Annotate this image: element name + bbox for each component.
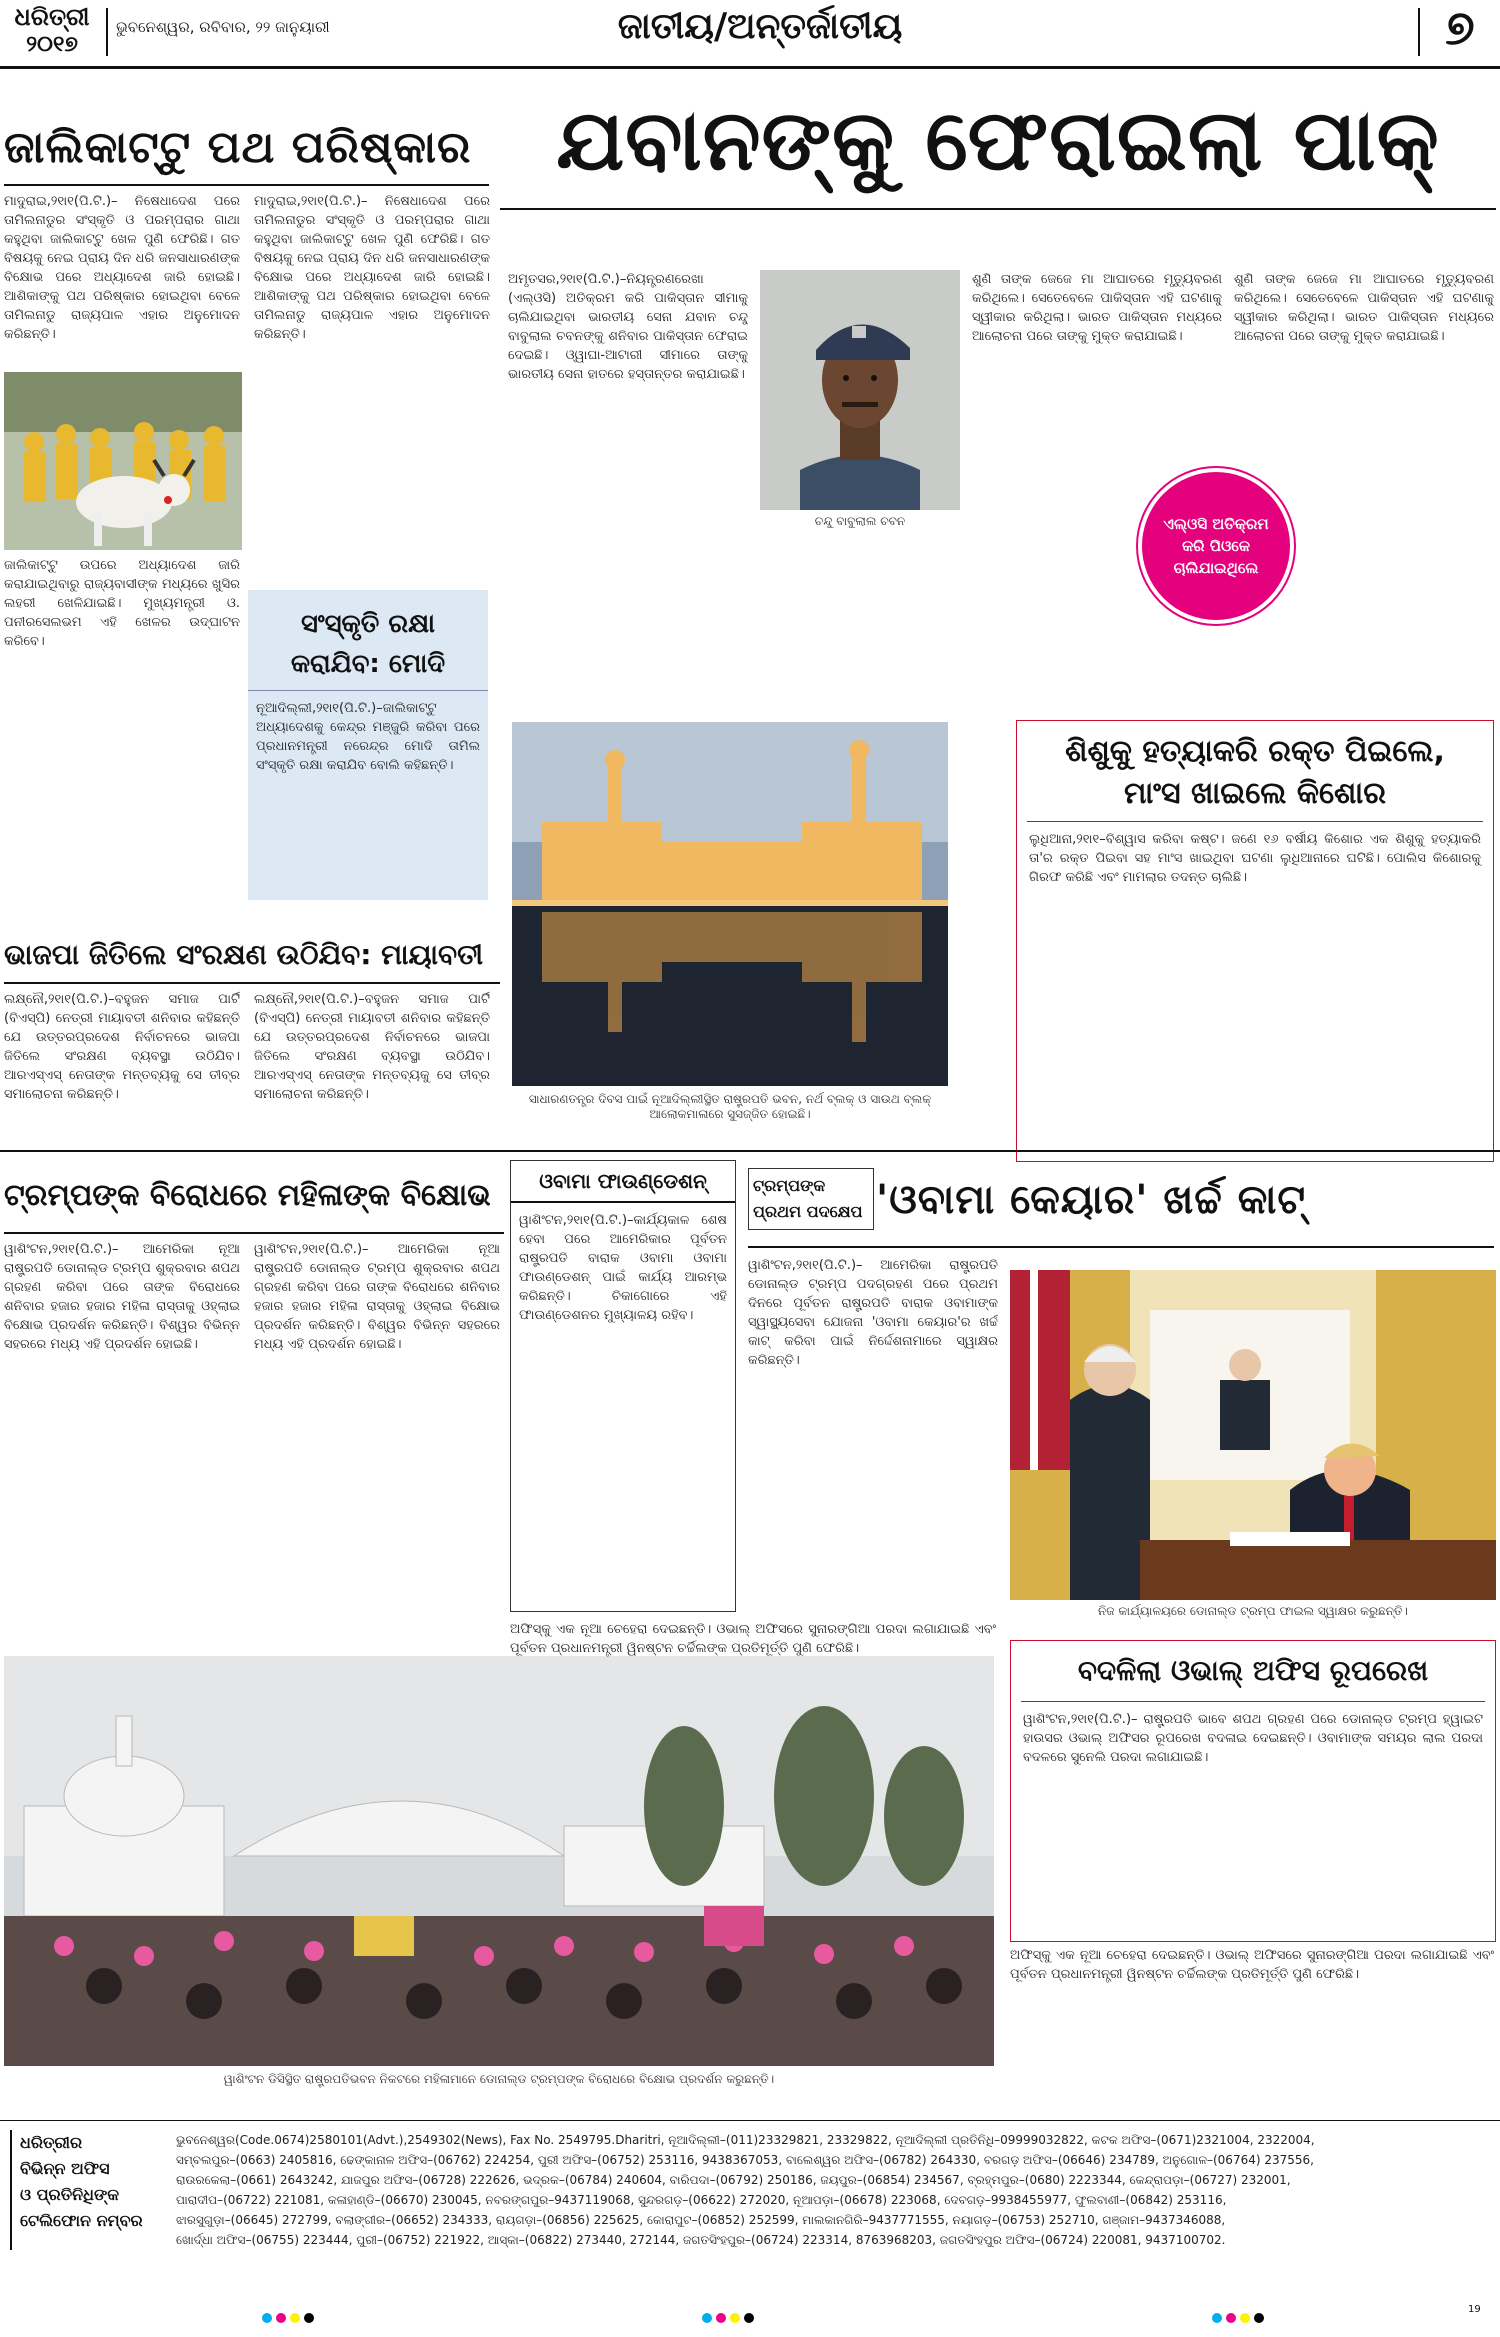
soldier-photo <box>760 270 960 510</box>
mayawati-headline-rule <box>4 982 500 984</box>
mayawati-body: ଲକ୍ଷ୍ନୌ,୨୧ା୧(ପି.ଟି.)–ବହୁଜନ ସମାଜ ପାର୍ଟି (ବିଏସ୍‌ପି) ନେତ୍ରୀ ମାୟାବତୀ ଶନିବାର କହିଛନ୍ତି ଯେ ଉତ୍ତରପ୍ରଦେଶ ନିର୍ବାଚନରେ ଭାଜପା ଜିତିଲେ ସଂରକ୍ଷଣ ବ୍ୟବସ୍ଥା ଉଠିଯିବ। ଆରଏସ୍‌ଏସ୍ ନେତାଙ୍କ ମନ୍ତବ୍ୟକୁ ସେ ତୀବ୍ର ସମାଲୋଚନା କରିଛନ୍ତି। <box>4 992 240 1102</box>
story1-headline-rule <box>4 184 489 186</box>
jallikattu-photo <box>4 372 242 550</box>
registration-dots-right <box>1210 2308 1266 2327</box>
cyan-dot <box>702 2313 712 2323</box>
story2-body: ଅମୃତସର,୨୧ା୧(ପି.ଟି.)–ନିୟନ୍ତ୍ରଣରେଖା (ଏଲ୍‌ଓସି) ଅତିକ୍ରମ କରି ପାକିସ୍ତାନ ସୀମାକୁ ଚାଲିଯାଇଥିବା ଭାରତୀୟ ସେନା ଯବାନ ଚନ୍ଦୁ ବାବୁଲାଲ ଚବନଙ୍କୁ ଶନିବାର ପାକିସ୍ତାନ ଫେରାଇ ଦେଇଛି। ଓ୍ୱାଘା-ଆଟାରୀ ସୀମାରେ ତାଙ୍କୁ ଭାରତୀୟ ସେନା ହାତରେ ହସ୍ତାନ୍ତର କରାଯାଇଛି। <box>508 272 748 382</box>
oval-office-box <box>1010 1640 1496 1942</box>
oval-office-extra-body: ଅଫିସ୍‌କୁ ଏକ ନୂଆ ଚେହେରା ଦେଇଛନ୍ତି। ଓଭାଲ୍ ଅଫିସରେ ସୁନାରଙ୍ଗିଆ ପରଦା ଲଗାଯାଇଛି ଏବଂ ପୂର୍ବତନ ପ୍ରଧାନମନ୍ତ୍ରୀ ୱିନଷ୍ଟନ ଚର୍ଚ୍ଚିଲଙ୍କ ପ୍ରତିମୂର୍ତ୍ତି ପୁଣି ଫେରିଛି। <box>1010 1948 1494 1982</box>
footer-label <box>10 2130 170 2250</box>
black-dot <box>304 2313 314 2323</box>
story1-body-col2: ମାଦୁରାଇ,୨୧ା୧(ପି.ଟି.)– ନିଷେଧାଦେଶ ପରେ ତାମିଲନାଡୁର ସଂସ୍କୃତି ଓ ପରମ୍ପରାର ଗାଥା କହୁଥିବା ଜାଲିକାଟ୍ଟୁ ଖେଳ ପୁଣି ଫେରିଛି। ଗତ ବିଷୟକୁ ନେଇ ପ୍ରାୟ ଦିନ ଧରି ଜନସାଧାରଣଙ୍କ ବିକ୍ଷୋଭ ପରେ ଅଧ୍ୟାଦେଶ ଜାରି ହୋଇଛି। ଆଶିକାଙ୍କୁ ପଥ ପରିଷ୍କାର ହୋଇଥିବା ବେଳେ ତାମିଲନାଡୁ ରାଜ୍ୟପାଳ ଏହାର ଅନୁମୋଦନ କରିଛନ୍ତି। <box>254 194 490 342</box>
footer-line-4: ପାରାଦୀପ–(06722) 221081, କଳାହାଣ୍ଡି–(06670) 230045, ନବରଙ୍ଗପୁର–9437119068, ସୁନ୍ଦରଗଡ଼–(06622) 272020, ନୂଆପଡ଼ା–(06678) 223068, ଦେବଗଡ଼–9938455977, ଫୁଲବାଣୀ–(06842) 253116, <box>176 2193 1227 2207</box>
story1-headline: ଜାଲିକାଟ୍ଟୁ ପଥ ପରିଷ୍କାର <box>4 122 472 173</box>
obamacare-headline: 'ଓବାମା କେୟାର' ଖର୍ଚ୍ଚ କାଟ୍‌ <box>876 1177 1307 1223</box>
mayawati-headline: ଭାଜପା ଜିତିଲେ ସଂରକ୍ଷଣ ଉଠିଯିବ: ମାୟାବତୀ <box>4 938 484 971</box>
crime-headline-2: ମାଂସ ଖାଇଲେ କିଶୋର <box>1027 773 1483 822</box>
protest-body: ୱାଶିଂଟନ,୨୧ା୧(ପି.ଟି.)– ଆମେରିକା ନୂଆ ରାଷ୍ଟ୍ରପତି ଡୋନାଲ୍ଡ ଟ୍ରମ୍ପ ଶୁକ୍ରବାର ଶପଥ ଗ୍ରହଣ କରିବା ପରେ ତାଙ୍କ ବିରୋଧରେ ଶନିବାର ହଜାର ହଜାର ମହିଳା ରାସ୍ତାକୁ ଓହ୍ଲାଇ ବିକ୍ଷୋଭ ପ୍ରଦର୍ଶନ କରିଛନ୍ତି। ବିଶ୍ୱର ବିଭିନ୍ନ ସହରରେ ମଧ୍ୟ ଏହି ପ୍ରଦର୍ଶନ ହୋଇଛି। <box>4 1242 240 1352</box>
protest-body-col2: ୱାଶିଂଟନ,୨୧ା୧(ପି.ଟି.)– ଆମେରିକା ନୂଆ ରାଷ୍ଟ୍ରପତି ଡୋନାଲ୍ଡ ଟ୍ରମ୍ପ ଶୁକ୍ରବାର ଶପଥ ଗ୍ରହଣ କରିବା ପରେ ତାଙ୍କ ବିରୋଧରେ ଶନିବାର ହଜାର ହଜାର ମହିଳା ରାସ୍ତାକୁ ଓହ୍ଲାଇ ବିକ୍ଷୋଭ ପ୍ରଦର୍ଶନ କରିଛନ୍ତି। ବିଶ୍ୱର ବିଭିନ୍ନ ସହରରେ ମଧ୍ୟ ଏହି ପ୍ରଦର୍ଶନ ହୋଇଛି। <box>254 1242 500 1352</box>
dateline: ଭୁବନେଶ୍ୱର, ରବିବାର, ୨୨ ଜାନୁୟାରୀ <box>116 18 330 36</box>
story2-headline-rule <box>500 208 1496 210</box>
yellow-dot <box>1240 2313 1250 2323</box>
loc-callout <box>1138 468 1294 624</box>
obamacare-body-col2: ଅଫିସ୍‌କୁ ଏକ ନୂଆ ଚେହେରା ଦେଇଛନ୍ତି। ଓଭାଲ୍ ଅଫିସରେ ସୁନାରଙ୍ଗିଆ ପରଦା ଲଗାଯାଇଛି ଏବଂ ପୂର୍ବତନ ପ୍ରଧାନମନ୍ତ୍ରୀ ୱିନଷ୍ଟନ ଚର୍ଚ୍ଚିଲଙ୍କ ପ୍ରତିମୂର୍ତ୍ତି ପୁଣି ଫେରିଛି। <box>510 1622 996 1656</box>
crime-headline-1: ଶିଶୁକୁ ହତ୍ୟାକରି ରକ୍ତ ପିଇଲେ, <box>1065 734 1445 769</box>
black-dot <box>744 2313 754 2323</box>
obamacare-body: ୱାଶିଂଟନ,୨୧ା୧(ପି.ଟି.)– ଆମେରିକା ରାଷ୍ଟ୍ରପତି ଡୋନାଲ୍ଡ ଟ୍ରମ୍ପ ପଦଗ୍ରହଣ ପରେ ପ୍ରଥମ ଦିନରେ ପୂର୍ବତନ ରାଷ୍ଟ୍ରପତି ବାରାକ ଓବାମାଙ୍କ ସ୍ୱାସ୍ଥ୍ୟସେବା ଯୋଜନା 'ଓବାମା କେୟାର'ର ଖର୍ଚ୍ଚ କାଟ୍ କରିବା ପାଇଁ ନିର୍ଦ୍ଦେଶନାମାରେ ସ୍ୱାକ୍ଷର କରିଛନ୍ତି। <box>748 1258 998 1368</box>
footer-label-4: ଟେଲିଫୋନ ନମ୍ବର <box>20 2211 143 2230</box>
rashtrapati-bhavan-caption: ସାଧାରଣତନ୍ତ୍ର ଦିବସ ପାଇଁ ନୂଆଦିଲ୍ଲୀସ୍ଥିତ ରାଷ୍ଟ୍ରପତି ଭବନ, ନର୍ଥ ବ୍ଲକ୍ ଓ ସାଉଥ ବ୍ଲକ୍ ଆଲୋକମାଳାରେ ସୁସଜ୍ଜିତ ହୋଇଛି। <box>528 1092 932 1121</box>
protest-headline: ଟ୍ରମ୍ପଙ୍କ ବିରୋଧରେ ମହିଳାଙ୍କ ବିକ୍ଷୋଭ <box>4 1178 491 1213</box>
obamacare-headline-rule <box>748 1246 1494 1248</box>
oval-office-headline: ବଦଳିଲା ଓଭାଲ୍ ଅଫିସ ରୂପରେଖ <box>1021 1641 1485 1702</box>
print-bar <box>0 2300 1500 2330</box>
registration-dots-left <box>260 2308 316 2327</box>
brand-name: ଧରିତ୍ରୀ <box>14 3 90 31</box>
protest-headline-rule <box>4 1232 504 1234</box>
loc-callout-text: ଏଲ୍‌ଓସି ଅତିକ୍ରମ କରି ପିଓକେ ଚାଲିଯାଇଥିଲେ <box>1163 515 1269 577</box>
page-number: ୭ <box>1445 0 1475 56</box>
yellow-dot <box>290 2313 300 2323</box>
trump-signing-photo <box>1010 1270 1496 1600</box>
obamacare-kicker: ଟ୍ରମ୍ପଙ୍କ ପ୍ରଥମ ପଦକ୍ଷେପ <box>748 1168 874 1230</box>
modi-body: ନୂଆଦିଲ୍ଲୀ,୨୧ା୧(ପି.ଟି.)–ଜାଲିକାଟ୍ଟୁ ଅଧ୍ୟାଦେଶକୁ କେନ୍ଦ୍ର ମଞ୍ଜୁରି କରିବା ପରେ ପ୍ରଧାନମନ୍ତ୍ରୀ ନରେନ୍ଦ୍ର ମୋଦି ତାମିଲ ସଂସ୍କୃତି ରକ୍ଷା କରାଯିବ ବୋଲି କହିଛନ୍ତି। <box>256 701 480 773</box>
modi-box <box>248 590 488 900</box>
obama-foundation-headline: ଓବାମା ଫାଉଣ୍ଡେଶନ୍ <box>511 1161 735 1203</box>
section-divider <box>0 1150 1500 1152</box>
story1-left-body: ଜାଲିକାଟ୍ଟୁ ଉପରେ ଅଧ୍ୟାଦେଶ ଜାରି କରାଯାଇଥିବାରୁ ରାଜ୍ୟବାସୀଙ୍କ ମଧ୍ୟରେ ଖୁସିର ଲହରୀ ଖେଳିଯାଇଛି। ମୁଖ୍ୟମନ୍ତ୍ରୀ ଓ. ପନୀରସେଲଭମ ଏହି ଖେଳର ଉଦ୍‌ଘାଟନ କରିବେ। <box>4 558 240 649</box>
footer-directory <box>176 2130 1492 2254</box>
story2-body-col3: ଶୁଣି ତାଙ୍କ ଜେଜେ ମା ଆଘାତରେ ମୃତ୍ୟୁବରଣ କରିଥିଲେ। ସେତେବେଳେ ପାକିସ୍ତାନ ଏହି ଘଟଣାକୁ ସ୍ୱୀକାର କରିଥିଲା। ଭାରତ ପାକିସ୍ତାନ ମଧ୍ୟରେ ଆଲୋଚନା ପରେ ତାଙ୍କୁ ମୁକ୍ତ କରାଯାଇଛି। <box>1234 272 1494 344</box>
crime-box <box>1016 720 1494 1162</box>
rashtrapati-bhavan-photo <box>512 722 948 1086</box>
story2-body-col2: ଶୁଣି ତାଙ୍କ ଜେଜେ ମା ଆଘାତରେ ମୃତ୍ୟୁବରଣ କରିଥିଲେ। ସେତେବେଳେ ପାକିସ୍ତାନ ଏହି ଘଟଣାକୁ ସ୍ୱୀକାର କରିଥିଲା। ଭାରତ ପାକିସ୍ତାନ ମଧ୍ୟରେ ଆଲୋଚନା ପରେ ତାଙ୍କୁ ମୁକ୍ତ କରାଯାଇଛି। <box>972 272 1222 344</box>
footer-label-3: ଓ ପ୍ରତିନିଧିଙ୍କ <box>20 2185 120 2204</box>
modi-headline: ସଂସ୍କୃତି ରକ୍ଷା କରାଯିବ: ମୋଦି <box>248 590 488 691</box>
trump-signing-caption: ନିଜ କାର୍ଯ୍ୟାଳୟରେ ଡୋନାଲ୍ଡ ଟ୍ରମ୍ପ ଫାଇଲ ସ୍ୱାକ୍ଷର କରୁଛନ୍ତି। <box>1098 1604 1408 1618</box>
footer-label-1: ଧରିତ୍ରୀର <box>20 2133 83 2152</box>
footer-line-2: ସମ୍ବଲପୁର–(0663) 2405816, ଢେଙ୍କାନାଳ ଅଫିସ–(06762) 224254, ପୁରୀ ଅଫିସ–(06752) 253116, 9438367053, ବାଲେଶ୍ୱର ଅଫିସ–(06782) 264330, ବରଗଡ଼ ଅଫିସ–(06646) 234789, ଅନୁଗୋଳ–(06764) 237556, <box>176 2153 1314 2167</box>
obama-foundation-body: ୱାଶିଂଟନ,୨୧ା୧(ପି.ଟି.)–କାର୍ଯ୍ୟକାଳ ଶେଷ ହେବା ପରେ ଆମେରିକାର ପୂର୍ବତନ ରାଷ୍ଟ୍ରପତି ବାରାକ ଓବାମା ଓବାମା ଫାଉଣ୍ଡେଶନ୍ ପାଇଁ କାର୍ଯ୍ୟ ଆରମ୍ଭ କରିଛନ୍ତି। ଚିକାଗୋରେ ଏହି ଫାଉଣ୍ଡେଶନର ମୁଖ୍ୟାଳୟ ରହିବ। <box>519 1213 727 1323</box>
crime-body: ଲୁଧିଆନା,୨୧ା୧–ବିଶ୍ୱାସ କରିବା କଷ୍ଟ। ଜଣେ ୧୬ ବର୍ଷୀୟ କିଶୋର ଏକ ଶିଶୁକୁ ହତ୍ୟାକରି ତା'ର ରକ୍ତ ପିଇବା ସହ ମାଂସ ଖାଇଥିବା ଘଟଣା ଲୁଧିଆନାରେ ଘଟିଛି। ପୋଲିସ କିଶୋରକୁ ଗିରଫ କରିଛି ଏବଂ ମାମଲାର ତଦନ୍ତ ଚାଲିଛି। <box>1029 832 1481 885</box>
footer-line-6: ଖୋର୍ଦ୍ଧା ଅଫିସ–(06755) 223444, ପୁରୀ–(06752) 221922, ଆସ୍କା–(06822) 273440, 272144, ଜଗତସିଂହପୁର–(06724) 223314, 8763968203, ଜଗତସିଂହପୁର ଅଫିସ–(06724) 220081, 9437100702. <box>176 2233 1226 2247</box>
magenta-dot <box>276 2313 286 2323</box>
header-divider-right <box>1418 8 1420 56</box>
section-title: ଜାତୀୟ/ଅନ୍ତର୍ଜାତୀୟ <box>617 6 903 47</box>
footer-line-1: ଭୁବନେଶ୍ୱର(Code.0674)2580101(Advt.),2549302(News), Fax No. 2549795.Dharitri, ନୂଆଦିଲ୍ଲୀ–(011)23329821, 23329822, ନୂଆଦିଲ୍ଲୀ ପ୍ରତିନିଧି–09999032822, କଟକ ଅଫିସ–(0671)2321004, 2322004, <box>176 2133 1315 2147</box>
capitol-protest-caption: ୱାଶିଂଟନ ଡିସିସ୍ଥିତ ରାଷ୍ଟ୍ରପତିଭବନ ନିକଟରେ ମହିଳାମାନେ ଡୋନାଲ୍ଡ ଟ୍ରମ୍ପଙ୍କ ବିରୋଧରେ ବିକ୍ଷୋଭ ପ୍ରଦର୍ଶନ କରୁଛନ୍ତି। <box>223 2072 775 2086</box>
story1-body: ମାଦୁରାଇ,୨୧ା୧(ପି.ଟି.)– ନିଷେଧାଦେଶ ପରେ ତାମିଲନାଡୁର ସଂସ୍କୃତି ଓ ପରମ୍ପରାର ଗାଥା କହୁଥିବା ଜାଲିକାଟ୍ଟୁ ଖେଳ ପୁଣି ଫେରିଛି। ଗତ ବିଷୟକୁ ନେଇ ପ୍ରାୟ ଦିନ ଧରି ଜନସାଧାରଣଙ୍କ ବିକ୍ଷୋଭ ପରେ ଅଧ୍ୟାଦେଶ ଜାରି ହୋଇଛି। ଆଶିକାଙ୍କୁ ପଥ ପରିଷ୍କାର ହୋଇଥିବା ବେଳେ ତାମିଲନାଡୁ ରାଜ୍ୟପାଳ ଏହାର ଅନୁମୋଦନ କରିଛନ୍ତି। <box>4 194 240 342</box>
cyan-dot <box>262 2313 272 2323</box>
soldier-photo-caption: ଚନ୍ଦୁ ବାବୁଲାଲ ଚବନ <box>814 514 906 528</box>
brand-year: ୨୦୧୭ <box>26 32 78 57</box>
magenta-dot <box>1226 2313 1236 2323</box>
footer-rule <box>0 2120 1500 2121</box>
page-header <box>0 0 1500 69</box>
black-dot <box>1254 2313 1264 2323</box>
magenta-dot <box>716 2313 726 2323</box>
brand-logo <box>6 2 98 62</box>
story2-headline: ଯବାନଙ୍କୁ ଫେରାଇଲା ପାକ୍‌ <box>556 91 1440 189</box>
header-divider <box>106 8 108 56</box>
footer-line-3: ରାଉରକେଲା–(0661) 2643242, ଯାଜପୁର ଅଫିସ–(06728) 222626, ଭଦ୍ରକ–(06784) 240604, ବାରିପଦା–(06792) 250186, ଜୟପୁର–(06854) 234567, ବ୍ରହ୍ମପୁର–(0680) 2223344, କେନ୍ଦ୍ରାପଡ଼ା–(06727) 232001, <box>176 2173 1291 2187</box>
mayawati-body-col2: ଲକ୍ଷ୍ନୌ,୨୧ା୧(ପି.ଟି.)–ବହୁଜନ ସମାଜ ପାର୍ଟି (ବିଏସ୍‌ପି) ନେତ୍ରୀ ମାୟାବତୀ ଶନିବାର କହିଛନ୍ତି ଯେ ଉତ୍ତରପ୍ରଦେଶ ନିର୍ବାଚନରେ ଭାଜପା ଜିତିଲେ ସଂରକ୍ଷଣ ବ୍ୟବସ୍ଥା ଉଠିଯିବ। ଆରଏସ୍‌ଏସ୍ ନେତାଙ୍କ ମନ୍ତବ୍ୟକୁ ସେ ତୀବ୍ର ସମାଲୋଚନା କରିଛନ୍ତି। <box>254 992 490 1102</box>
cyan-dot <box>1212 2313 1222 2323</box>
folio-number: 19 <box>1468 2304 1481 2315</box>
oval-office-body: ୱାଶିଂଟନ,୨୧ା୧(ପି.ଟି.)– ରାଷ୍ଟ୍ରପତି ଭାବେ ଶପଥ ଗ୍ରହଣ ପରେ ଡୋନାଲ୍ଡ ଟ୍ରମ୍ପ ହ୍ୱାଇଟ ହାଉସର ଓଭାଲ୍ ଅଫିସର ରୂପରେଖ ବଦଳାଇ ଦେଇଛନ୍ତି। ଓବାମାଙ୍କ ସମୟର ଲାଲ ପରଦା ବଦଳରେ ସୁନେଲି ପରଦା ଲଗାଯାଇଛି। <box>1023 1712 1483 1765</box>
footer-line-5: ଝାରସୁଗୁଡ଼ା–(06645) 272799, ବଲାଙ୍ଗୀର–(06652) 234333, ରାୟଗଡ଼ା–(06856) 225625, କୋରାପୁଟ–(06852) 252599, ମାଲକାନଗିରି–9437771555, ନୟାଗଡ଼–(06753) 252710, ଗଞ୍ଜାମ–9437346088, <box>176 2213 1226 2227</box>
footer-label-2: ବିଭିନ୍ନ ଅଫିସ <box>20 2159 110 2178</box>
obama-foundation-box <box>510 1160 736 1612</box>
registration-dots-center <box>700 2308 756 2327</box>
yellow-dot <box>730 2313 740 2323</box>
